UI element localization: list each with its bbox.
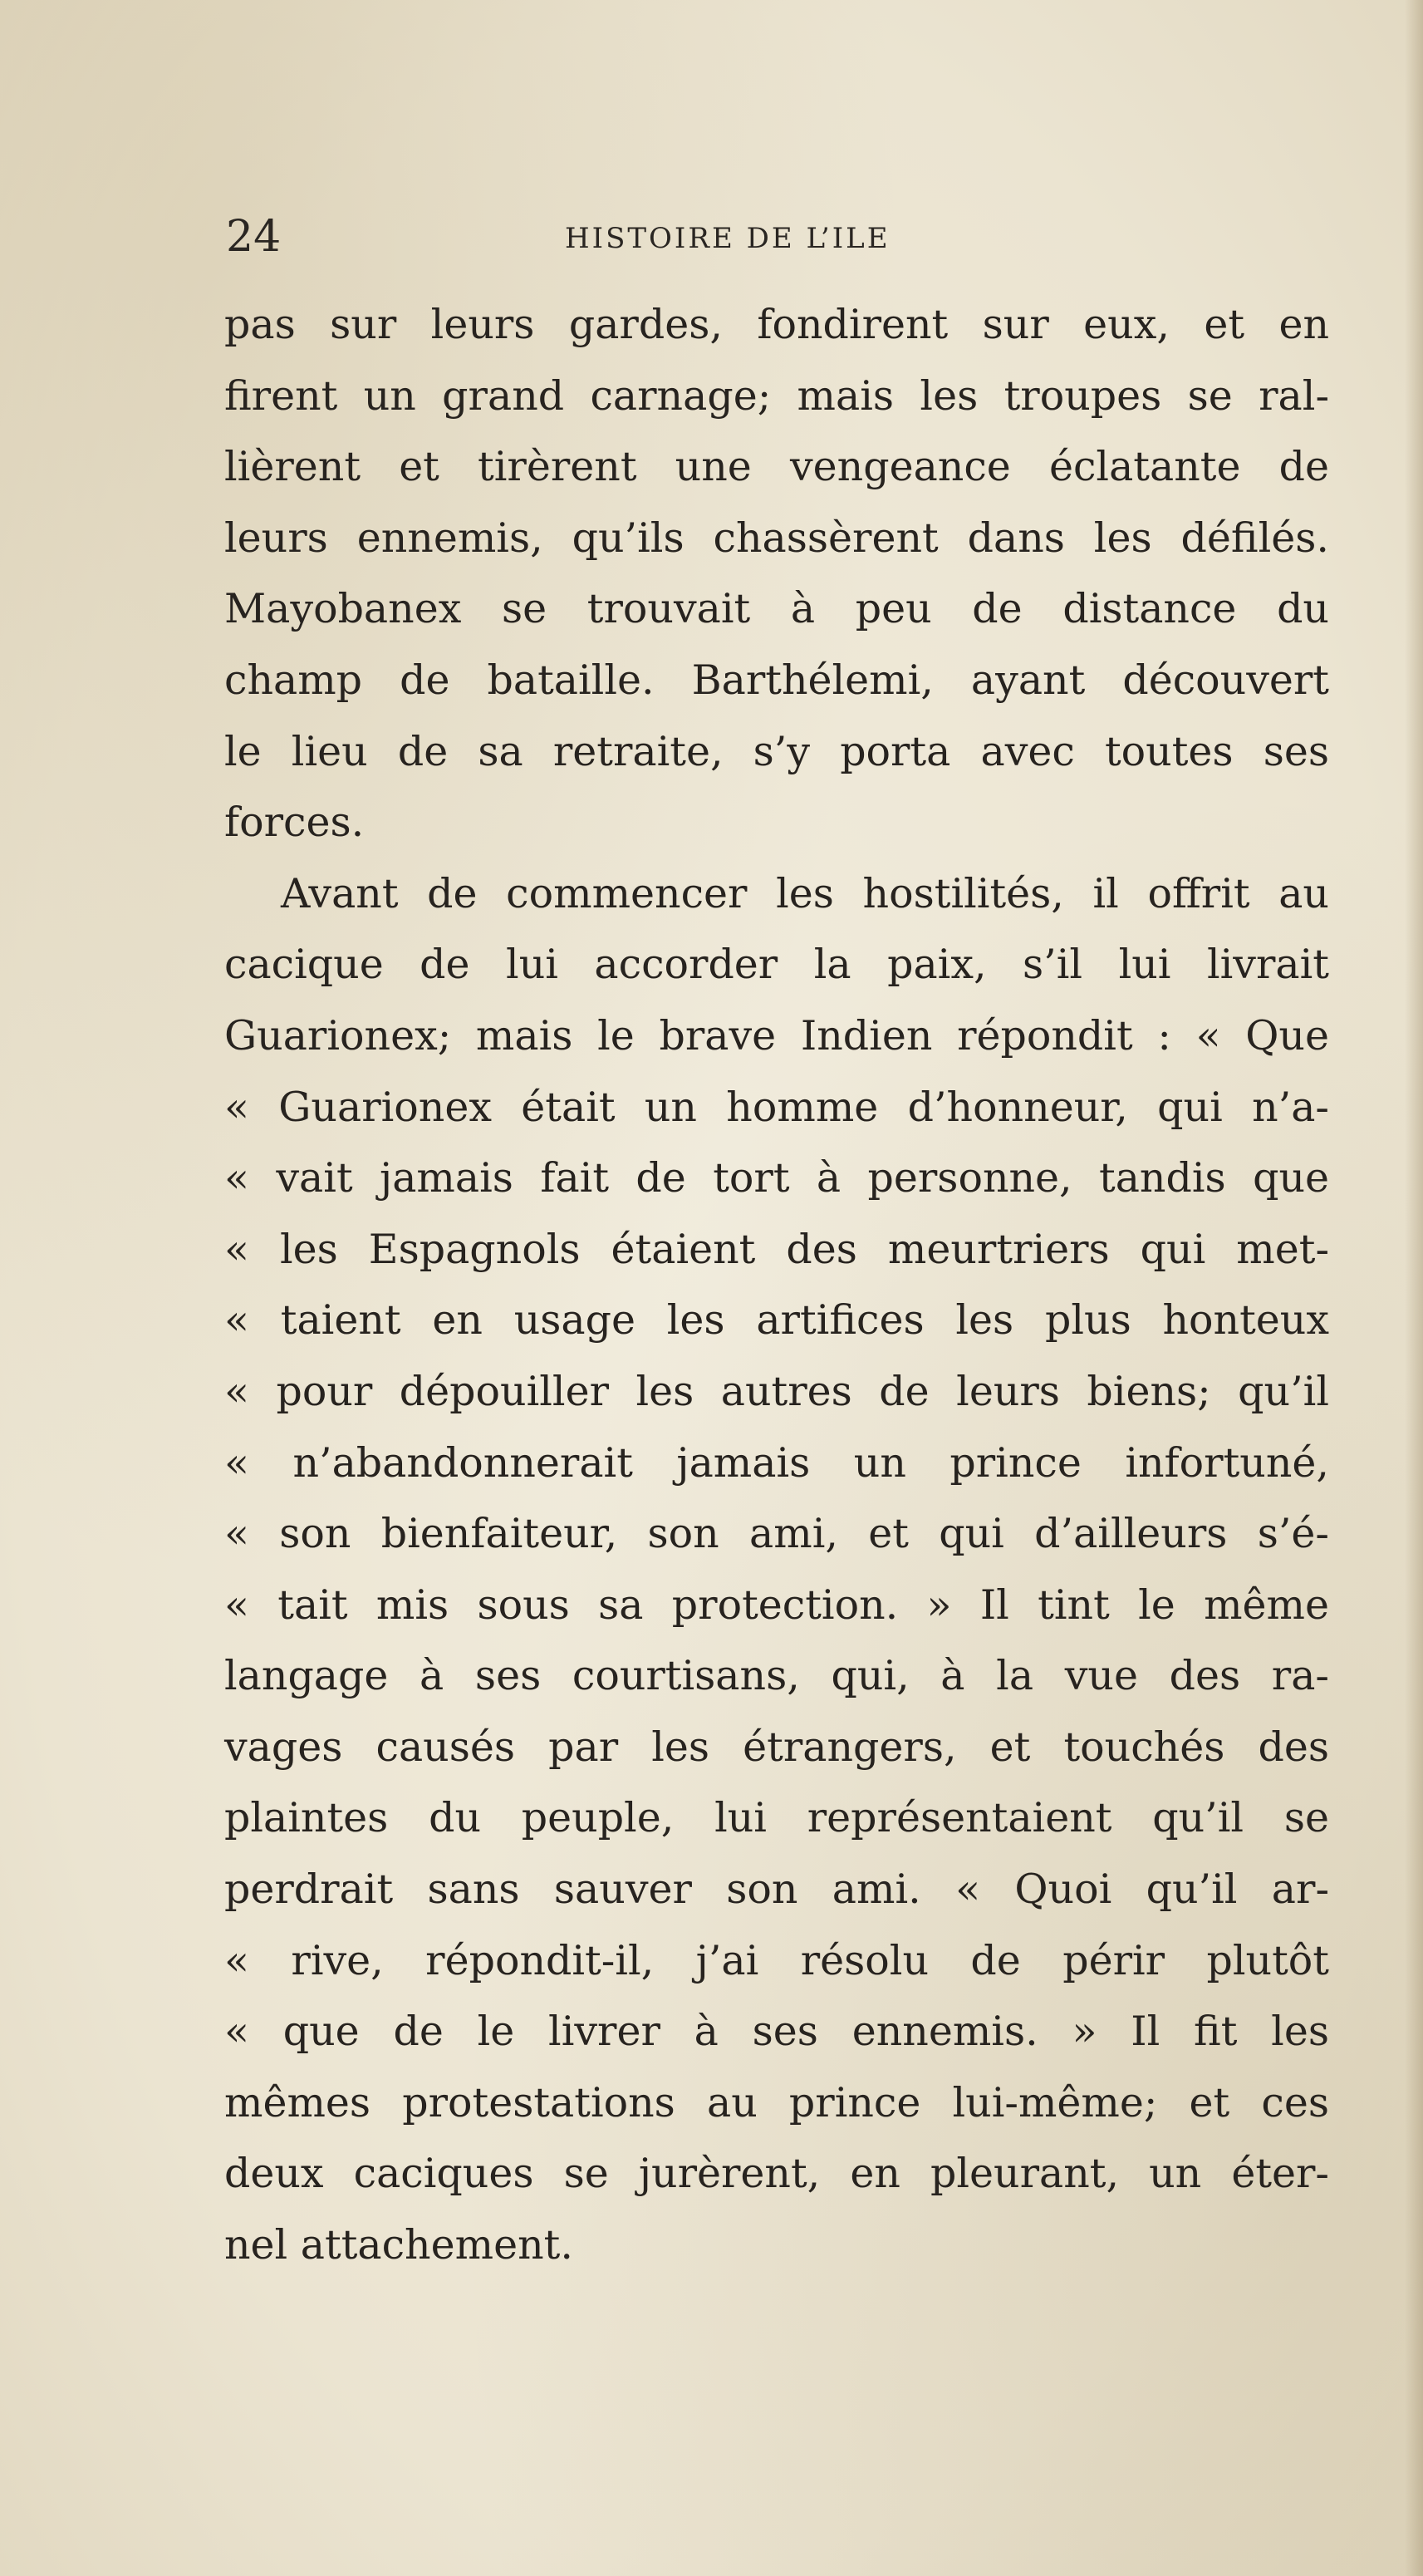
page-edge-shadow <box>1405 0 1423 2576</box>
text-line: le lieu de sa retraite, s’y porta avec toutes ses <box>224 727 1329 775</box>
quote-line: « pour dépouiller les autres de leurs biens; qu’il <box>224 1367 1329 1415</box>
quote-line: « n’abandonnerait jamais un prince infortuné, <box>224 1438 1329 1487</box>
quote-line: « taient en usage les artifices les plus honteux <box>224 1296 1329 1345</box>
text-line: deux caciques se jurèrent, en pleurant, un éter- <box>224 2150 1329 2198</box>
text-line: langage à ses courtisans, qui, à la vue des ra- <box>224 1652 1329 1700</box>
text-line: Mayobanex se trouvait à peu de distance du <box>224 585 1329 633</box>
text-line: leurs ennemis, qu’ils chassèrent dans les défilés. <box>224 514 1329 562</box>
text-line: plaintes du peuple, lui représentaient qu’il se <box>224 1794 1329 1842</box>
text-line: perdrait sans sauver son ami. « Quoi qu’il ar- <box>224 1866 1329 1914</box>
quote-line: « Guarionex était un homme d’honneur, qui n’a- <box>224 1083 1329 1131</box>
text-line: cacique de lui accorder la paix, s’il lui livrait <box>224 941 1329 989</box>
page-header <box>226 208 1339 266</box>
paragraph-start-line: Avant de commencer les hostilités, il offrit au <box>281 869 1329 917</box>
text-line: Guarionex; mais le brave Indien répondit : « Que <box>224 1011 1329 1059</box>
quote-line: « vait jamais fait de tort à personne, tandis que <box>224 1154 1329 1202</box>
text-line: lièrent et tirèrent une vengeance éclatante de <box>224 443 1329 491</box>
paragraph-end-line: forces. <box>224 799 365 847</box>
text-line: champ de bataille. Barthélemi, ayant découvert <box>224 656 1329 704</box>
text-line: mêmes protestations au prince lui-même; et ces <box>224 2078 1329 2126</box>
text-line: vages causés par les étrangers, et touchés des <box>224 1723 1329 1771</box>
page-number: 24 <box>226 212 282 262</box>
text-line: firent un grand carnage; mais les troupes se ral- <box>224 371 1329 420</box>
quote-line: « que de le livrer à ses ennemis. » Il fit les <box>224 2008 1329 2056</box>
quote-line: « rive, répondit-il, j’ai résolu de périr plutôt <box>224 1936 1329 1984</box>
running-head: HISTOIRE DE L’ILE <box>565 222 891 255</box>
quote-line: « les Espagnols étaient des meurtriers qui met- <box>224 1225 1329 1273</box>
quote-line: « tait mis sous sa protection. » Il tint le même <box>224 1581 1329 1629</box>
text-line: pas sur leurs gardes, fondirent sur eux, et en <box>224 301 1329 348</box>
body-text <box>224 289 1329 2281</box>
paragraph-end-line: nel attachement. <box>224 2221 573 2269</box>
quote-line: « son bienfaiteur, son ami, et qui d’ailleurs s’é- <box>224 1510 1329 1558</box>
